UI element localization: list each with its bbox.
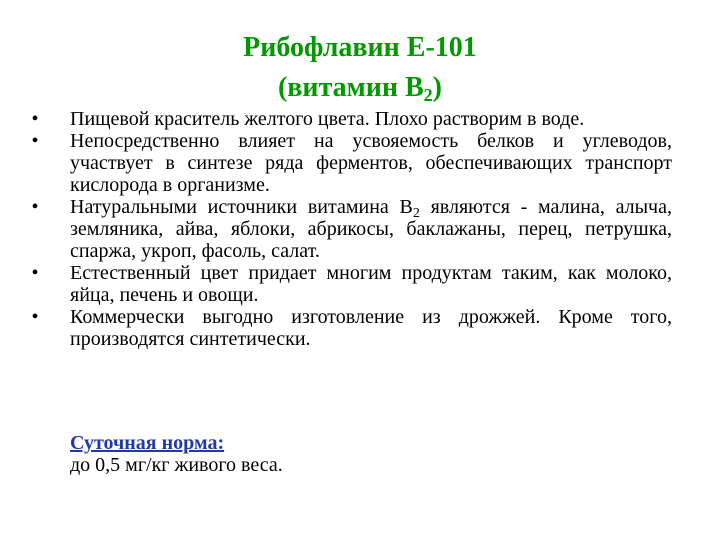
bullet-item: [28, 130, 672, 196]
bullet-dot: •: [31, 196, 39, 218]
daily-norm-value: до 0,5 мг/кг живого веса.: [70, 454, 283, 476]
bullet-text-suffix: являются - малина, алыча, земляника, айва, яблоки, абрикосы, баклажаны, перец, петрушка, спаржа, укроп, фасоль, салат.: [70, 196, 672, 262]
bullet-item: [28, 262, 672, 306]
title-line-2-prefix: (витамин В: [277, 72, 424, 103]
bullet-text: [70, 196, 672, 262]
title-line-2-suffix: ): [432, 72, 442, 103]
bullet-item: [28, 196, 672, 262]
bullet-text-prefix: Натуральными источники витамина В: [70, 196, 413, 218]
bullet-list: [28, 108, 672, 350]
bullet-dot: •: [31, 130, 39, 152]
daily-norm: [70, 432, 283, 476]
bullet-text: Пищевой краситель желтого цвета. Плохо растворим в воде.: [70, 108, 585, 130]
daily-norm-title: Суточная норма:: [70, 432, 225, 454]
title-line-2: [160, 68, 560, 108]
bullet-dot: •: [31, 306, 39, 328]
bullet-text: Непосредственно влияет на усвояемость белков и углеводов, участвует в синтезе ряда ферментов, обеспечивающих транспорт кислорода в организме.: [70, 130, 672, 196]
slide-title: [160, 28, 560, 108]
bullet-dot: •: [31, 262, 39, 284]
bullet-item: [28, 108, 672, 130]
bullet-text: Коммерчески выгодно изготовление из дрожжей. Кроме того, производятся синтетически.: [70, 306, 672, 350]
bullet-item: [28, 306, 672, 350]
bullet-subscript: 2: [412, 206, 420, 221]
title-line-1: Рибофлавин Е-101: [243, 32, 477, 63]
bullet-text: Естественный цвет придает многим продуктам таким, как молоко, яйца, печень и овощи.: [70, 262, 672, 306]
bullet-dot: •: [31, 108, 39, 130]
title-subscript: 2: [423, 85, 433, 105]
